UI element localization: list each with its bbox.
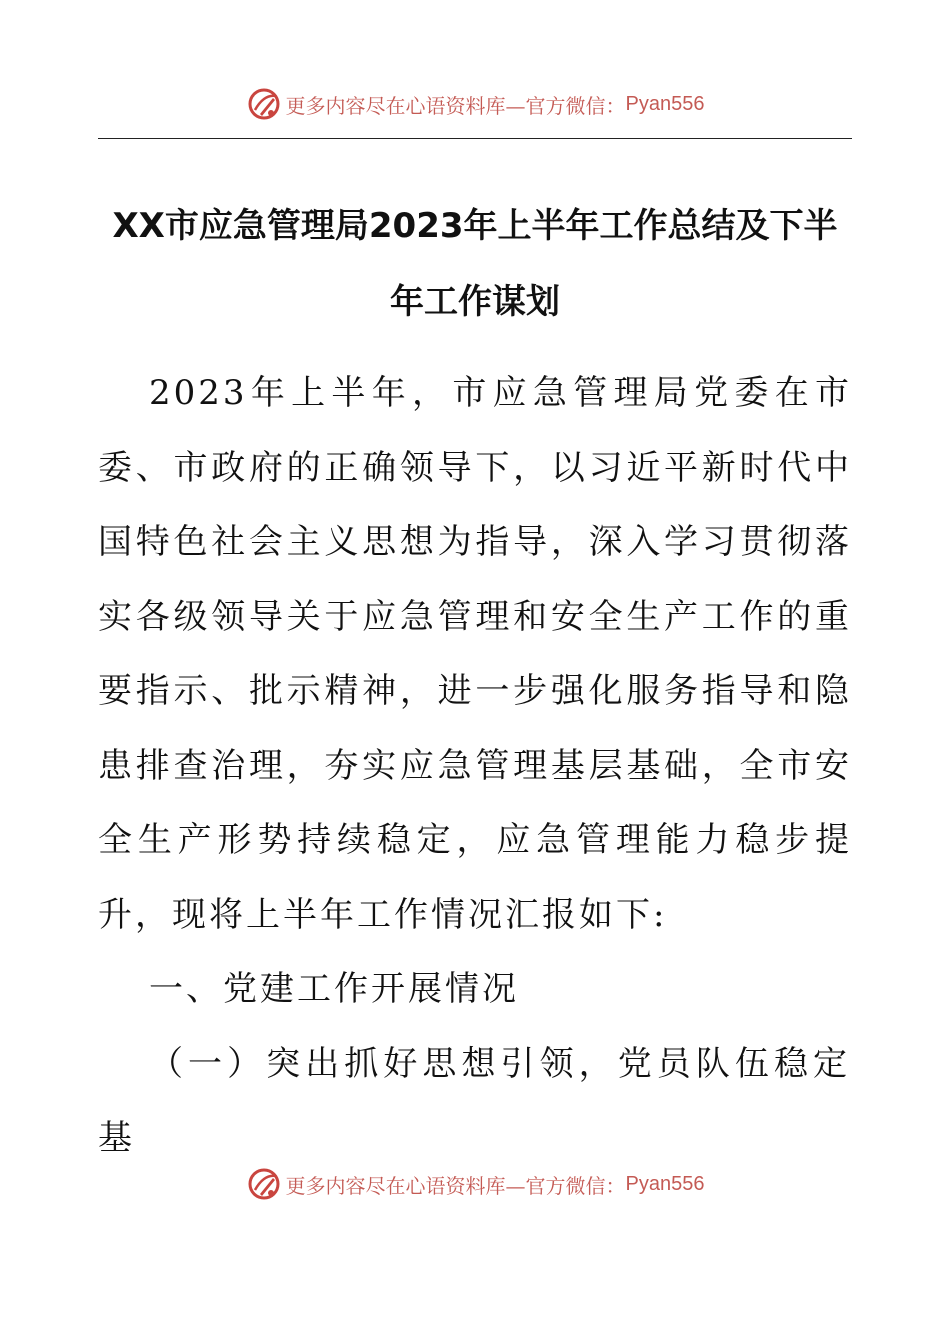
- footer-watermark-banner: [0, 1162, 950, 1206]
- document-title: XX市应急管理局2023年上半年工作总结及下半年工作谋划: [112, 206, 838, 322]
- pen-swirl-logo-icon: [246, 86, 282, 122]
- watermark-text: 更多内容尽在心语资料库—官方微信：: [285, 1173, 626, 1198]
- watermark-wechat-id: Pyan556: [625, 92, 705, 115]
- pen-swirl-logo-icon: [246, 1166, 282, 1202]
- subsection-heading: （一）突出抓好思想引领，党员队伍稳定基: [98, 1043, 852, 1158]
- header-divider: [98, 138, 852, 139]
- section-heading: 一、党建工作开展情况: [149, 969, 519, 1009]
- watermark-wechat-id: Pyan556: [625, 1172, 705, 1195]
- watermark-text: 更多内容尽在心语资料库—官方微信：: [285, 93, 626, 118]
- intro-paragraph: 2023年上半年，市应急管理局党委在市委、市政府的正确领导下，以习近平新时代中国特色社会主义思想为指导，深入学习贯彻落实各级领导关于应急管理和安全生产工作的重要指示、批示精神，进一步强化服务指导和隐患排查治理，夯实应急管理基层基础，全市安全生产形势持续稳定，应急管理能力稳步提升，现将上半年工作情况汇报如下:: [98, 373, 852, 935]
- document-body: [98, 356, 852, 1176]
- header-watermark-banner: [0, 82, 950, 126]
